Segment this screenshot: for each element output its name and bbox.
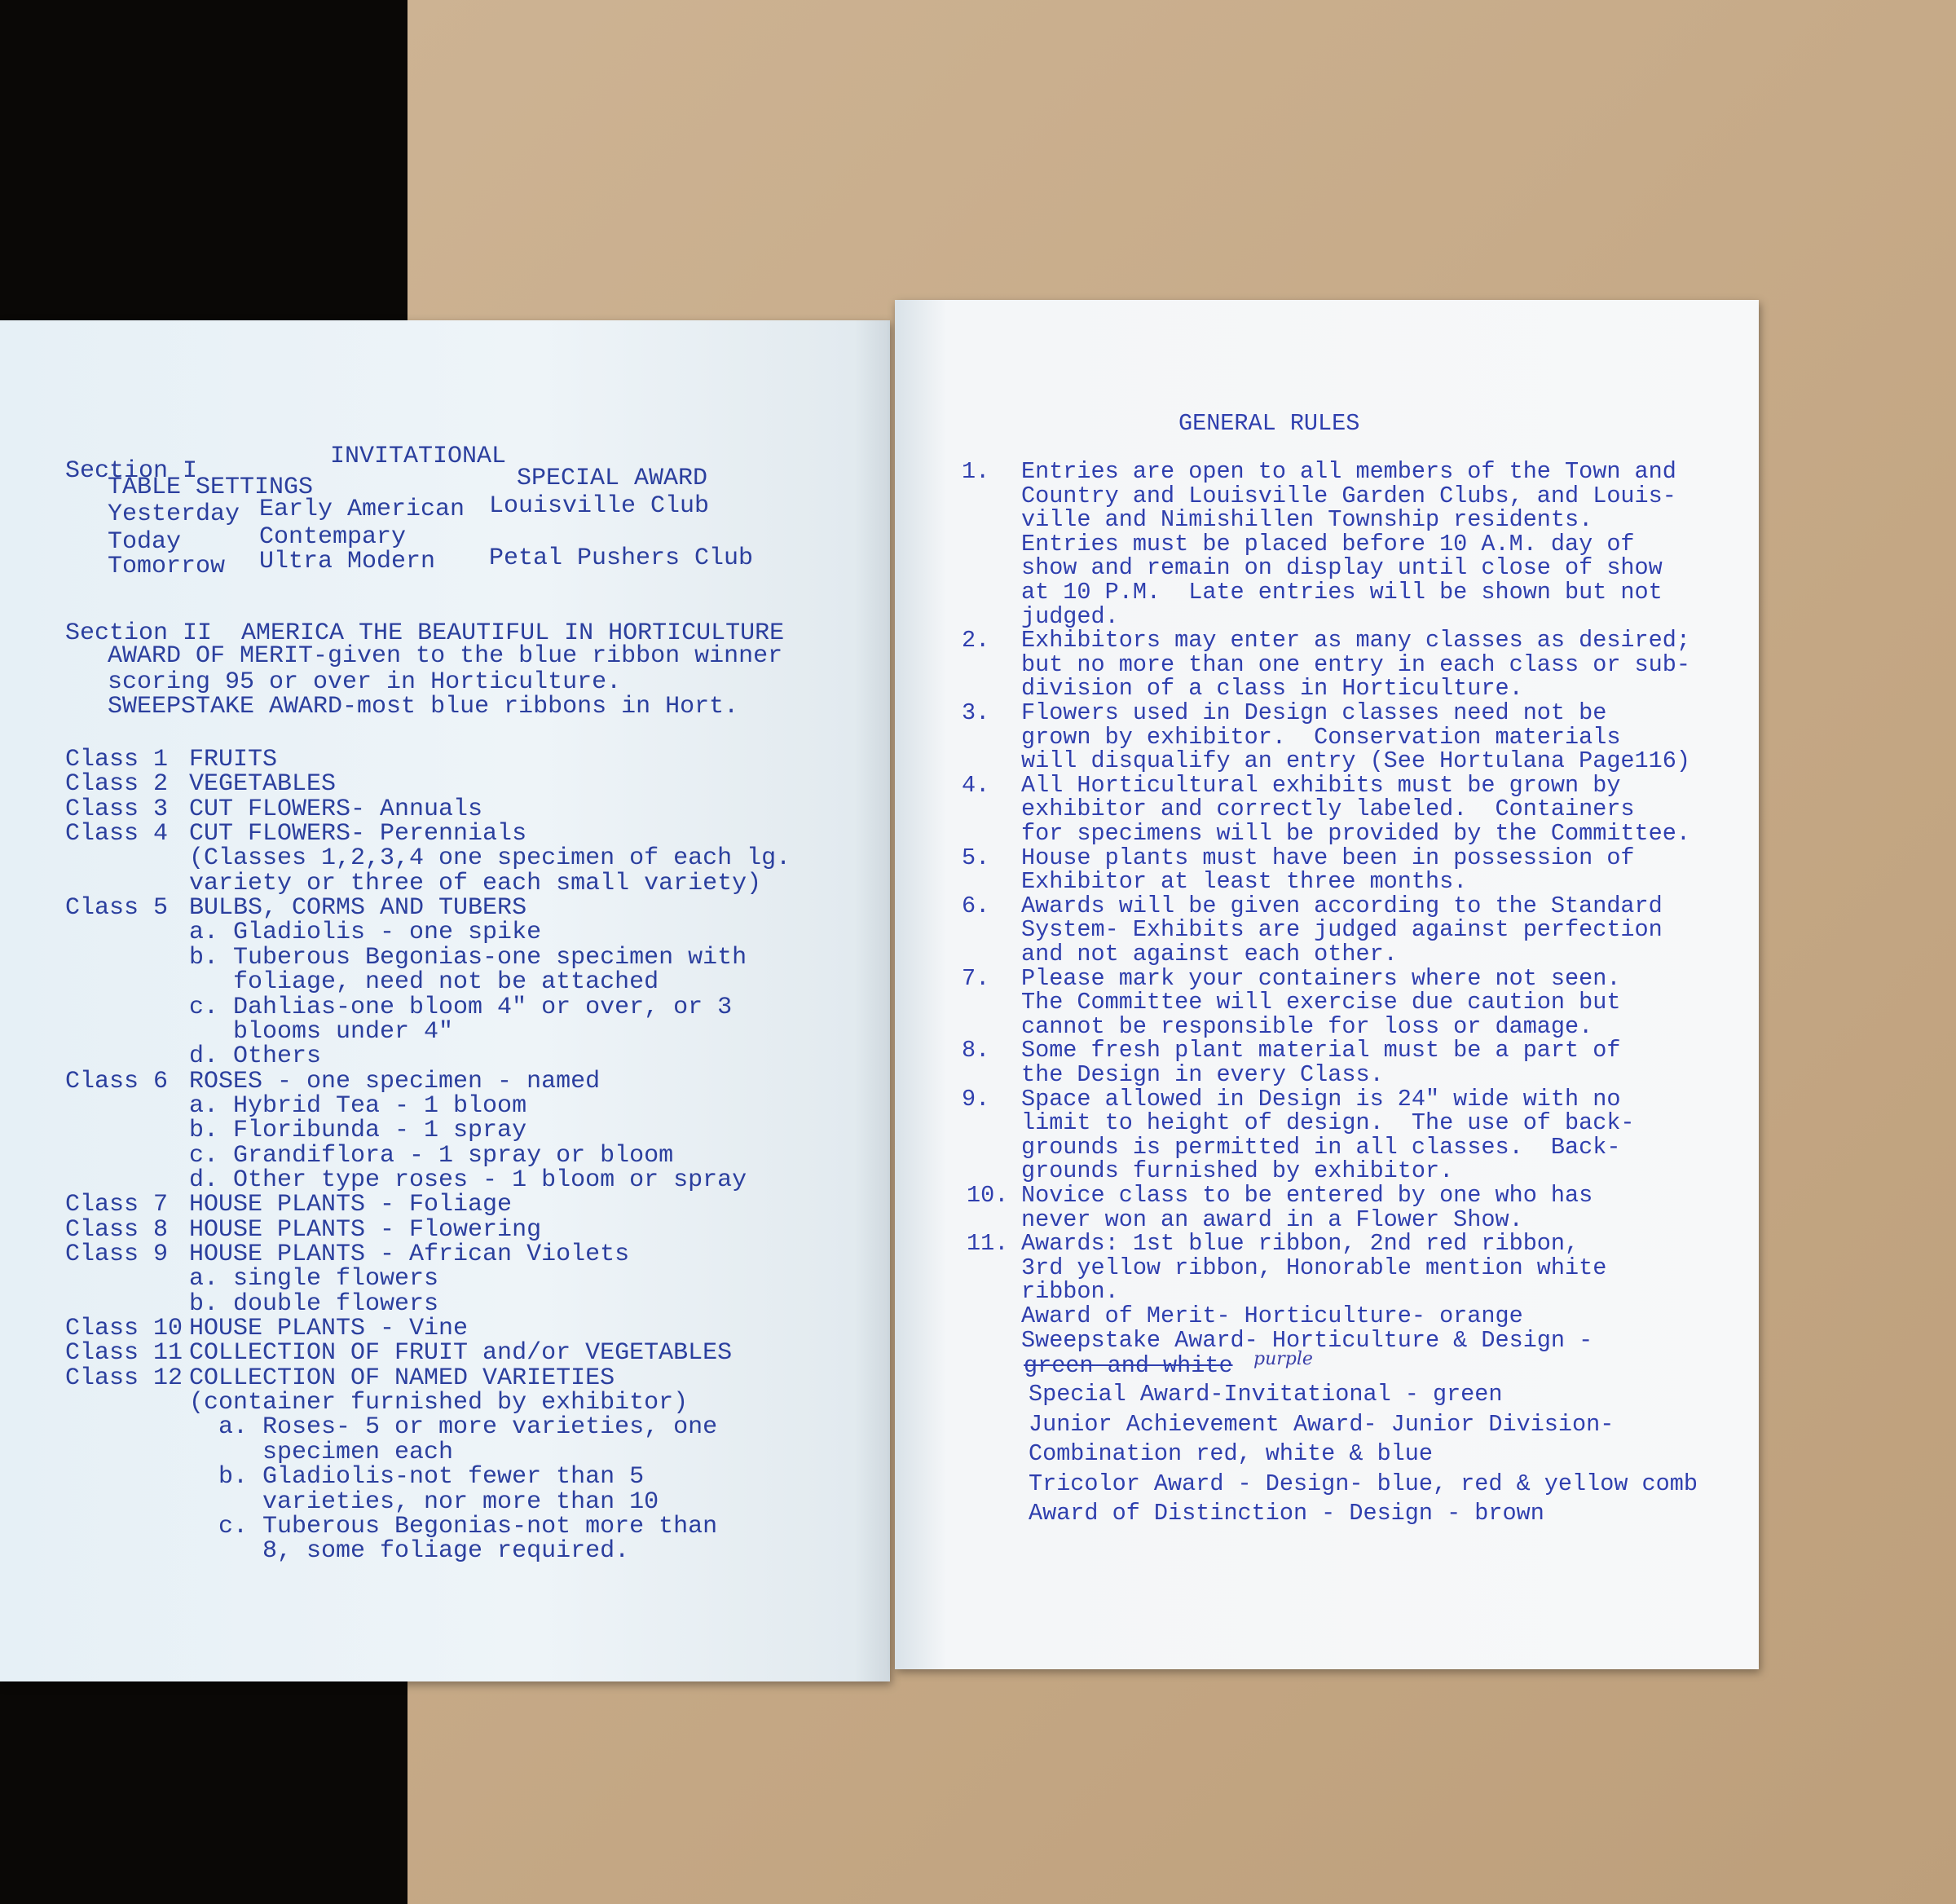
class-title: ROSES - one specimen - named <box>189 1067 601 1095</box>
award-line: Junior Achievement Award- Junior Division- <box>1029 1410 1615 1438</box>
rule-line: Entries are open to all members of the Town and <box>1021 458 1676 485</box>
right-page <box>895 300 1759 1669</box>
class-title: FRUITS <box>189 746 278 774</box>
class-sub-line: a. Hybrid Tea - 1 bloom <box>189 1091 527 1120</box>
section-2-line: AWARD OF MERIT-given to the blue ribbon winner <box>108 642 783 670</box>
class-label: Class 2 <box>65 770 169 799</box>
class-title: HOUSE PLANTS - Foliage <box>189 1191 513 1219</box>
rule-line: Some fresh plant material must be a part of <box>1021 1037 1621 1064</box>
rule-line: Please mark your containers where not seen. <box>1021 964 1621 992</box>
table-setting-when: Today <box>108 528 182 556</box>
class-label: Class 3 <box>65 795 169 823</box>
rule-number: 3. <box>962 699 990 726</box>
rule-line: Awards will be given according to the Standard <box>1021 892 1663 919</box>
class-title: BULBS, CORMS AND TUBERS <box>189 894 527 923</box>
class-label: Class 7 <box>65 1191 169 1219</box>
class-title: CUT FLOWERS- Annuals <box>189 795 483 823</box>
table-setting-award: Louisville Club <box>489 492 710 520</box>
class-sub-line: d. Other type roses - 1 bloom or spray <box>189 1166 747 1194</box>
class-title: COLLECTION OF NAMED VARIETIES <box>189 1364 615 1392</box>
rule-line: The Committee will exercise due caution but <box>1021 989 1621 1016</box>
special-award-heading: SPECIAL AWARD <box>517 465 708 492</box>
class-label: Class 4 <box>65 820 169 848</box>
general-rules-title: GENERAL RULES <box>1178 410 1360 437</box>
rule-number: 4. <box>962 771 990 799</box>
rule-line: limit to height of design. The use of back- <box>1021 1109 1635 1137</box>
award-line: Combination red, white & blue <box>1029 1440 1433 1468</box>
class-label: Class 11 <box>65 1339 183 1368</box>
class-sub-line: c. Grandiflora - 1 spray or bloom <box>189 1141 674 1170</box>
rule-number: 5. <box>962 844 990 871</box>
rule-line: ribbon. <box>1021 1278 1119 1306</box>
rule-line: and not against each other. <box>1021 941 1398 967</box>
class-label: Class 8 <box>65 1215 169 1244</box>
rule-line: but no more than one entry in each class or sub- <box>1021 650 1690 678</box>
class-label: Class 10 <box>65 1315 183 1343</box>
class-label: Class 1 <box>65 746 169 774</box>
rule-line: the Design in every Class. <box>1021 1061 1384 1088</box>
rule-line: Sweepstake Award- Horticulture & Design - <box>1021 1326 1593 1354</box>
invitational-heading: INVITATIONAL <box>330 443 507 470</box>
rule-line: grown by exhibitor. Conservation materials <box>1021 723 1621 751</box>
rule-line: Entries must be placed before 10 A.M. day of <box>1021 530 1635 558</box>
table-setting-style: Early American <box>259 496 465 523</box>
section-2-heading: Section II AMERICA THE BEAUTIFUL IN HORTICULTURE <box>65 619 785 647</box>
rule-number: 8. <box>962 1037 990 1064</box>
class-title: COLLECTION OF FRUIT and/or VEGETABLES <box>189 1339 733 1368</box>
class-title: HOUSE PLANTS - Vine <box>189 1315 469 1343</box>
class-sub-line: a. Roses- 5 or more varieties, one <box>189 1413 718 1442</box>
table-setting-style: Contempary <box>259 523 407 551</box>
class-sub-line: (Classes 1,2,3,4 one specimen of each lg. <box>189 844 791 873</box>
class-sub-line: b. Gladiolis-not fewer than 5 <box>189 1463 645 1492</box>
rule-line: Novice class to be entered by one who has <box>1021 1182 1593 1209</box>
rule-line: Flowers used in Design classes need not be <box>1021 699 1607 726</box>
rule-number: 6. <box>962 892 990 919</box>
class-sub-line: b. Floribunda - 1 spray <box>189 1117 527 1145</box>
rule-line: at 10 P.M. Late entries will be shown but not <box>1021 579 1663 606</box>
rule-line: grounds furnished by exhibitor. <box>1021 1157 1454 1185</box>
rule-line: Exhibitors may enter as many classes as desired; <box>1021 627 1690 654</box>
rule-line: House plants must have been in possession of <box>1021 844 1635 871</box>
class-sub-line: (container furnished by exhibitor) <box>189 1389 689 1417</box>
class-sub-line: specimen each <box>189 1438 454 1466</box>
class-sub-line: a. Gladiolis - one spike <box>189 919 542 947</box>
class-title: HOUSE PLANTS - African Violets <box>189 1241 630 1268</box>
class-sub-line: c. Tuberous Begonias-not more than <box>189 1512 718 1540</box>
rule-number: 2. <box>962 627 990 654</box>
rule-number: 11. <box>967 1230 1009 1258</box>
rule-line: 3rd yellow ribbon, Honorable mention white <box>1021 1254 1607 1281</box>
rule-line: ville and Nimishillen Township residents. <box>1021 506 1593 534</box>
class-sub-line: 8, some foliage required. <box>189 1537 630 1566</box>
rule-line: Exhibitor at least three months. <box>1021 868 1468 896</box>
rule-line: never won an award in a Flower Show. <box>1021 1205 1523 1233</box>
class-label: Class 6 <box>65 1067 169 1095</box>
left-page <box>0 320 890 1681</box>
class-title: CUT FLOWERS- Perennials <box>189 820 527 848</box>
class-label: Class 5 <box>65 894 169 923</box>
table-setting-when: Yesterday <box>108 500 240 528</box>
rule-line: Country and Louisville Garden Clubs, and Louis- <box>1021 482 1676 509</box>
rule-line: Awards: 1st blue ribbon, 2nd red ribbon, <box>1021 1230 1579 1258</box>
table-setting-style: Ultra Modern <box>259 548 436 575</box>
rule-line: grounds is permitted in all classes. Back- <box>1021 1133 1621 1161</box>
rule-line: show and remain on display until close of show <box>1021 554 1663 582</box>
rule-line: for specimens will be provided by the Committee. <box>1021 820 1690 847</box>
rule-line: Award of Merit- Horticulture- orange <box>1021 1302 1523 1329</box>
struck-award-color: green and white <box>1024 1352 1233 1380</box>
class-sub-line: b. double flowers <box>189 1289 439 1318</box>
rule-line: will disqualify an entry (See Hortulana Page116) <box>1021 747 1690 775</box>
class-sub-line: a. single flowers <box>189 1265 439 1294</box>
table-settings-heading: TABLE SETTINGS <box>108 474 314 501</box>
rule-line: division of a class in Horticulture. <box>1021 675 1523 703</box>
award-line: Award of Distinction - Design - brown <box>1029 1500 1544 1527</box>
class-sub-line: b. Tuberous Begonias-one specimen with <box>189 943 747 972</box>
section-2-line: scoring 95 or over in Horticulture. <box>108 668 622 696</box>
award-line: Special Award-Invitational - green <box>1029 1381 1503 1408</box>
class-label: Class 9 <box>65 1241 169 1268</box>
rule-line: cannot be responsible for loss or damage. <box>1021 1012 1593 1040</box>
class-label: Class 12 <box>65 1364 183 1392</box>
class-title: HOUSE PLANTS - Flowering <box>189 1215 542 1244</box>
handwritten-correction: purple <box>1253 1349 1313 1370</box>
table-setting-award: Petal Pushers Club <box>489 544 754 572</box>
award-line: Tricolor Award - Design- blue, red & yellow comb <box>1029 1470 1698 1497</box>
rule-line: judged. <box>1021 602 1119 630</box>
class-sub-line: varieties, nor more than 10 <box>189 1488 659 1516</box>
rule-number: 1. <box>962 458 990 485</box>
class-sub-line: blooms under 4" <box>189 1017 454 1046</box>
section-2-line: SWEEPSTAKE AWARD-most blue ribbons in Hort. <box>108 693 739 721</box>
table-setting-when: Tomorrow <box>108 553 226 580</box>
rule-number: 7. <box>962 964 990 992</box>
rule-line: exhibitor and correctly labeled. Containers <box>1021 796 1635 823</box>
rule-number: 10. <box>967 1182 1009 1209</box>
rule-number: 9. <box>962 1085 990 1113</box>
rule-line: All Horticultural exhibits must be grown by <box>1021 771 1621 799</box>
rule-line: Space allowed in Design is 24" wide with no <box>1021 1085 1621 1113</box>
class-sub-line: c. Dahlias-one bloom 4" or over, or 3 <box>189 993 733 1021</box>
class-title: VEGETABLES <box>189 770 337 799</box>
rule-line: System- Exhibits are judged against perfection <box>1021 916 1663 944</box>
class-sub-line: variety or three of each small variety) <box>189 869 762 897</box>
class-sub-line: d. Others <box>189 1042 322 1071</box>
section-1-label: Section I <box>65 457 198 485</box>
class-sub-line: foliage, need not be attached <box>189 968 659 997</box>
